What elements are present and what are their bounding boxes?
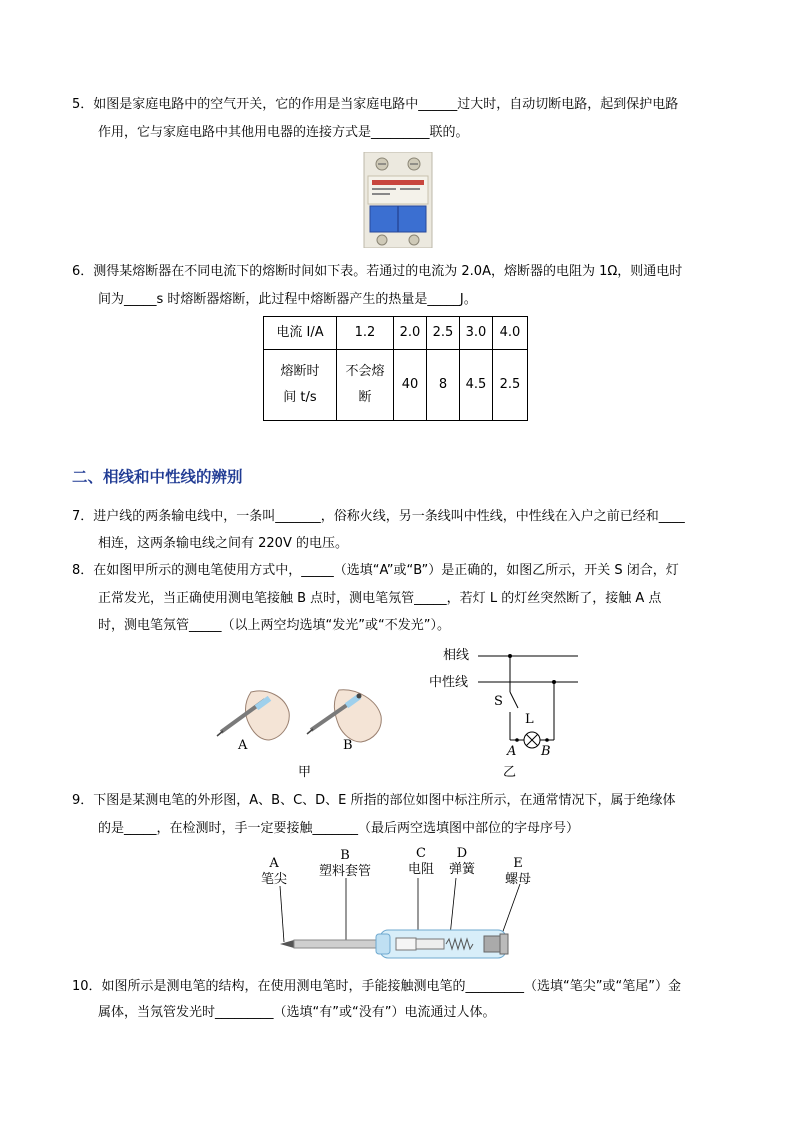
pen-label-e: E 螺母 <box>505 856 532 887</box>
live-wire-label: 相线 <box>443 648 470 663</box>
switch-label: S <box>494 694 503 709</box>
q9-line2: 的是_____，在检测时，手一定要接触_______（最后两空选填图中部位的字母序号） <box>98 821 580 836</box>
neutral-wire-label: 中性线 <box>429 675 469 690</box>
fuse-table <box>263 316 528 421</box>
table-cell: 2.0 <box>394 317 427 350</box>
fig-yi-caption: 乙 <box>503 765 517 780</box>
table-cell: 8 <box>427 350 460 421</box>
tester-hand-a-image <box>215 686 293 742</box>
q9-line1: 9．下图是某测电笔的外形图，A、B、C、D、E 所指的部位如图中标注所示，在通常情况下，属于绝缘体 <box>72 793 676 808</box>
q5-line1: 5．如图是家庭电路中的空气开关，它的作用是当家庭电路中______过大时，自动切断电路，起到保护电路 <box>72 97 679 112</box>
table-row <box>264 317 528 350</box>
pen-label-b: B 塑料套管 <box>319 848 372 879</box>
pen-label-a: A 笔尖 <box>261 856 288 887</box>
q6-line1: 6．测得某熔断器在不同电流下的熔断时间如下表。若通过的电流为 2.0A，熔断器的电阻为 1Ω，则通电时 <box>72 264 683 279</box>
table-cell: 熔断时 间 t/s <box>264 350 337 421</box>
tester-hand-b-image <box>305 686 385 744</box>
point-b-label: B <box>541 744 551 759</box>
pen-label-c: C 电阻 <box>408 846 435 877</box>
point-a-label: A <box>507 744 517 759</box>
table-cell: 3.0 <box>460 317 493 350</box>
table-cell: 2.5 <box>427 317 460 350</box>
q10-line2: 属体，当氖管发光时_________（选填“有”或“没有”）电流通过人体。 <box>98 1005 496 1020</box>
table-row <box>264 350 528 421</box>
q8-line1: 8．在如图甲所示的测电笔使用方式中，_____（选填“A”或“B”）是正确的，如图乙所示，开关 S 闭合，灯 <box>72 563 679 578</box>
lamp-label: L <box>525 712 534 727</box>
q7-line2: 相连，这两条输电线之间有 220V 的电压。 <box>98 536 348 551</box>
q10-line1: 10．如图所示是测电笔的结构，在使用测电笔时，手能接触测电笔的_________（选填“笔尖”或“笔尾”）金 <box>72 979 681 994</box>
fig-jia-label-a: A <box>238 738 248 753</box>
table-cell: 4.5 <box>460 350 493 421</box>
table-cell: 4.0 <box>493 317 528 350</box>
air-switch-image <box>362 152 434 248</box>
q6-line2: 间为_____s 时熔断器熔断，此过程中熔断器产生的热量是_____J。 <box>98 292 477 307</box>
q5-line2: 作用，它与家庭电路中其他用电器的连接方式是_________联的。 <box>98 125 469 140</box>
pen-label-d: D 弹簧 <box>449 846 476 877</box>
table-cell: 2.5 <box>493 350 528 421</box>
q8-line2: 正常发光，当正确使用测电笔接触 B 点时，测电笔氖管_____，若灯 L 的灯丝突然断了，接触 A 点 <box>98 591 662 606</box>
section-heading: 二、相线和中性线的辨别 <box>72 468 243 486</box>
test-pen-diagram <box>270 878 530 962</box>
q8-line3: 时，测电笔氖管_____（以上两空均选填“发光”或“不发光”）。 <box>98 618 450 633</box>
table-cell: 1.2 <box>337 317 394 350</box>
q7-line1: 7．进户线的两条输电线中，一条叫_______，俗称火线，另一条线叫中性线，中性线在入户之前已经和____ <box>72 509 685 524</box>
table-cell: 40 <box>394 350 427 421</box>
table-cell: 不会熔 断 <box>337 350 394 421</box>
table-cell: 电流 I/A <box>264 317 337 350</box>
fig-jia-label-b: B <box>343 738 353 753</box>
fig-jia-caption: 甲 <box>298 765 312 780</box>
